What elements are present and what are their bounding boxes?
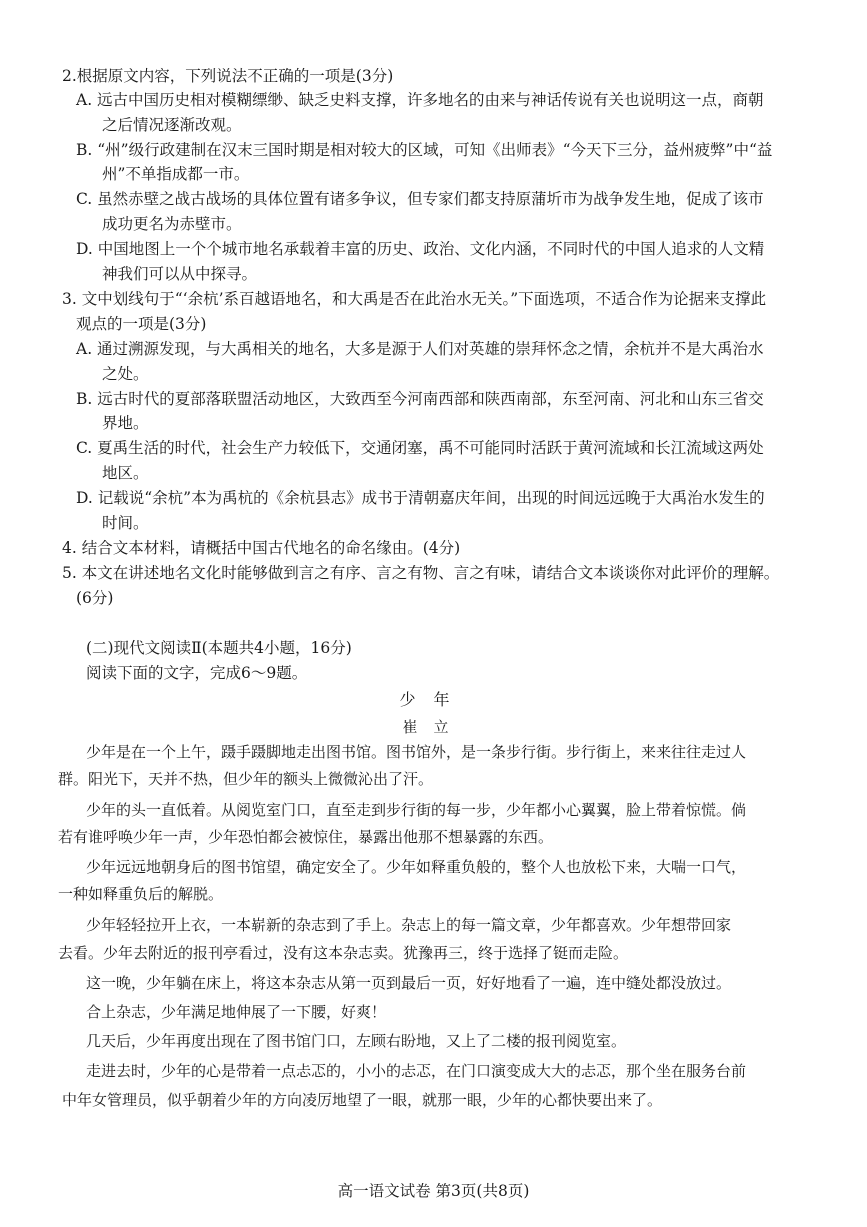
q2-option-a-line1: A. 远古中国历史相对模糊缥缈、缺乏史料支撑，许多地名的由来与神话传说有关也说明这一点，商朝 [76,91,764,109]
story-paragraph-5: 这一晚，少年躺在床上，将这本杂志从第一页到最后一页，好好地看了一遍，连中缝处都没放过。 [86,974,732,992]
story-paragraph-2-line1: 少年的头一直低着。从阅览室门口，直至走到步行街的每一步，少年都小心翼翼，脸上带着惊慌。倘 [86,801,747,819]
q2-stem: 2.根据原文内容，下列说法不正确的一项是(3分) [62,67,394,85]
q3-option-a-line2: 之处。 [102,365,149,383]
story-paragraph-4-line1: 少年轻轻拉开上衣，一本崭新的杂志到了手上。杂志上的每一篇文章，少年都喜欢。少年想带回家 [86,916,732,934]
q3-stem-line1: 3. 文中划线句于“‘余杭’系百越语地名，和大禹是否在此治水无关。”下面选项，不适合作为论据来支撑此 [62,290,767,308]
story-paragraph-3-line2: 一种如释重负后的解脱。 [58,885,224,903]
q3-stem-line2: 观点的一项是(3分) [76,315,207,333]
q3-option-c-line2: 地区。 [102,464,149,482]
story-paragraph-6: 合上杂志，少年满足地伸展了一下腰，好爽！ [86,1003,387,1021]
q3-option-d-line2: 时间。 [102,514,149,532]
q2-option-b-line2: 州”不单指成都一市。 [102,165,250,183]
q4-stem: 4. 结合文本材料，请概括中国古代地名的命名缘由。(4分) [62,539,461,557]
story-paragraph-7: 几天后，少年再度出现在了图书馆门口，左顾右盼地，又上了二楼的报刊阅览室。 [86,1032,627,1050]
section-instruction: 阅读下面的文字，完成6～9题。 [86,664,308,682]
q2-option-b-line1: B. “州”级行政建制在汉末三国时期是相对较大的区域，可知《出师表》“今天下三分，益州疲弊”中“益 [76,141,773,159]
q3-option-d-line1: D. 记载说“余杭”本为禹杭的《余杭县志》成书于清朝嘉庆年间，出现的时间远远晚于大禹治水发生的 [76,489,765,507]
story-paragraph-3-line1: 少年远远地朝身后的图书馆望，确定安全了。少年如释重负般的，整个人也放松下来，大喘一口气， [86,858,747,876]
q2-option-d-line1: D. 中国地图上一个个城市地名承载着丰富的历史、政治、文化内涵，不同时代的中国人追求的人文精 [76,240,765,258]
q2-option-d-line2: 神我们可以从中探寻。 [102,265,258,283]
q2-option-c-line2: 成功更名为赤壁市。 [102,215,242,233]
story-paragraph-1-line1: 少年是在一个上午，蹑手蹑脚地走出图书馆。图书馆外，是一条步行街。步行街上，来来往往走过人 [86,743,747,761]
section-title: (二)现代文阅读Ⅱ(本题共4小题，16分) [86,639,352,657]
q3-option-a-line1: A. 通过溯源发现，与大禹相关的地名，大多是源于人们对英雄的崇拜怀念之情，余杭并不是大禹治水 [76,340,764,358]
q3-option-b-line1: B. 远古时代的夏部落联盟活动地区，大致西至今河南西部和陕西南部，东至河南、河北和山东三省交 [76,390,764,408]
q3-option-b-line2: 界地。 [102,414,149,432]
story-paragraph-8-line2: 中年女管理员，似乎朝着少年的方向凌厉地望了一眼，就那一眼，少年的心都快要出来了。 [62,1091,663,1109]
q5-stem-line2: (6分) [76,589,114,607]
story-paragraph-4-line2: 去看。少年去附近的报刊亭看过，没有这本杂志卖。犹豫再三，终于选择了铤而走险。 [58,944,629,962]
story-title: 少年 [399,690,468,709]
page-footer: 高一语文试卷 第3页(共8页) [337,1182,530,1200]
story-paragraph-2-line2: 若有谁呼唤少年一声，少年恐怕都会被惊住，暴露出他那不想暴露的东西。 [58,828,554,846]
story-author: 崔立 [402,718,465,736]
q3-option-c-line1: C. 夏禹生活的时代，社会生产力较低下，交通闭塞，禹不可能同时活跃于黄河流域和长江流域这两处 [76,439,764,457]
story-paragraph-8-line1: 走进去时，少年的心是带着一点忐忑的，小小的忐忑，在门口演变成大大的忐忑，那个坐在服务台前 [86,1062,747,1080]
story-paragraph-1-line2: 群。阳光下，天并不热，但少年的额头上微微沁出了汗。 [58,770,434,788]
q5-stem-line1: 5. 本文在讲述地名文化时能够做到言之有序、言之有物、言之有味，请结合文本谈谈你对此评价的理解。 [62,564,780,582]
q2-option-a-line2: 之后情况逐渐改观。 [102,116,242,134]
q2-option-c-line1: C. 虽然赤壁之战古战场的具体位置有诸多争议，但专家们都支持原蒲圻市为战争发生地，促成了该市 [76,190,764,208]
